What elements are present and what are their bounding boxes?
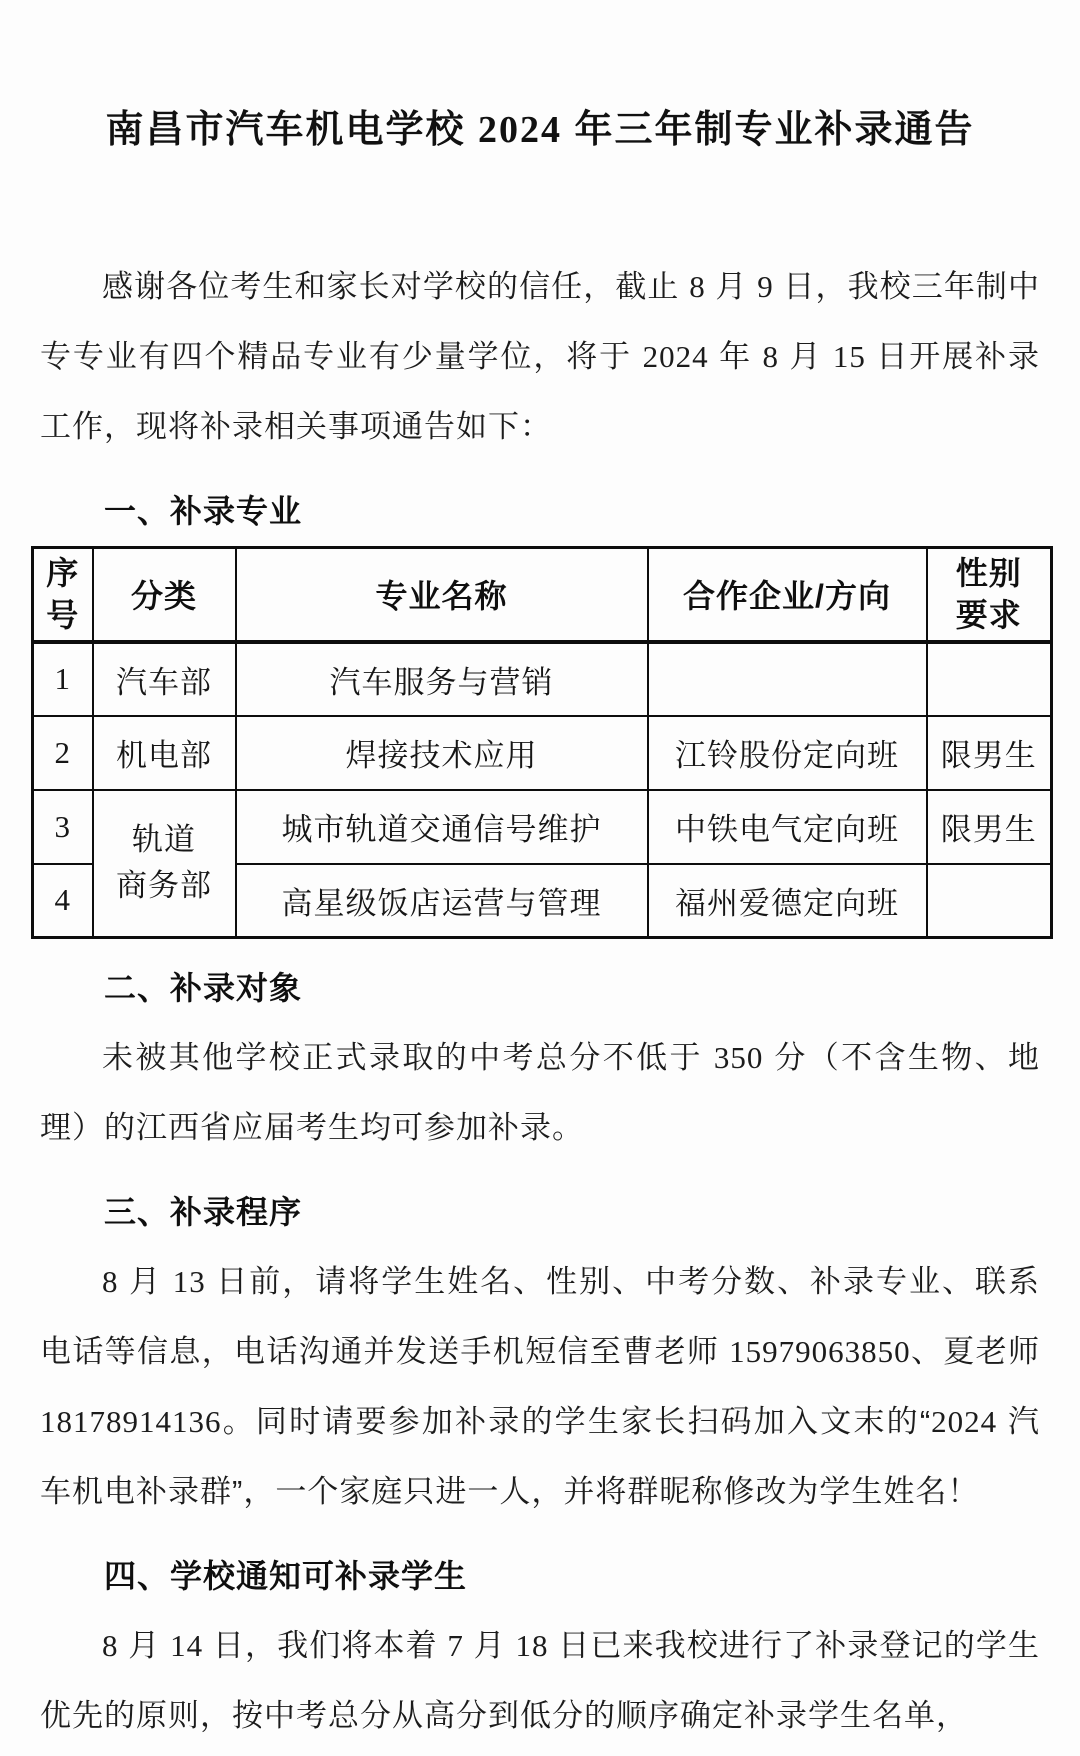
targets-paragraph: 未被其他学校正式录取的中考总分不低于 350 分（不含生物、地理）的江西省应届考生均可参加补录。 <box>40 1040 1040 1145</box>
section-heading-recruit-majors: 一、补录专业 <box>104 493 303 529</box>
cell-partner <box>648 642 927 716</box>
col-header-partner: 合作企业/方向 <box>648 548 927 642</box>
cell-partner: 江铃股份定向班 <box>648 716 927 790</box>
cell-no: 3 <box>33 790 93 864</box>
page-title: 南昌市汽车机电学校 2024 年三年制专业补录通告 <box>105 109 975 151</box>
table-header-row <box>33 548 1052 642</box>
cell-partner: 福州爱德定向班 <box>648 864 927 938</box>
cell-dept: 汽车部 <box>93 642 236 716</box>
col-header-dept: 分类 <box>93 548 236 642</box>
cell-dept: 机电部 <box>93 716 236 790</box>
col-header-major: 专业名称 <box>236 548 648 642</box>
section-heading-recruit-targets: 二、补录对象 <box>104 970 303 1006</box>
intro-paragraph: 感谢各位考生和家长对学校的信任，截止 8 月 9 日，我校三年制中专专业有四个精品专业有少量学位，将于 2024 年 8 月 15 日开展补录工作，现将补录相关事项通告如下： <box>40 269 1040 444</box>
table-row <box>33 790 1052 864</box>
cell-gender <box>927 642 1052 716</box>
cell-no: 4 <box>33 864 93 938</box>
cell-gender <box>927 864 1052 938</box>
cell-gender: 限男生 <box>927 716 1052 790</box>
col-header-no: 序 号 <box>33 548 93 642</box>
cell-partner: 中铁电气定向班 <box>648 790 927 864</box>
cell-dept-merged: 轨道 商务部 <box>93 790 236 938</box>
table-row <box>33 642 1052 716</box>
section-heading-school-notice: 四、学校通知可补录学生 <box>104 1558 468 1594</box>
cell-no: 1 <box>33 642 93 716</box>
section-heading-recruit-procedure: 三、补录程序 <box>104 1194 303 1230</box>
notice-paragraph: 8 月 14 日，我们将本着 7 月 18 日已来我校进行了补录登记的学生优先的原则，按中考总分从高分到低分的顺序确定补录学生名单， <box>40 1628 1040 1733</box>
col-header-gender: 性别 要求 <box>927 548 1052 642</box>
cell-major: 焊接技术应用 <box>236 716 648 790</box>
cell-gender: 限男生 <box>927 790 1052 864</box>
cell-major: 汽车服务与营销 <box>236 642 648 716</box>
cell-no: 2 <box>33 716 93 790</box>
procedure-paragraph: 8 月 13 日前，请将学生姓名、性别、中考分数、补录专业、联系电话等信息，电话沟通并发送手机短信至曹老师 15979063850、夏老师 18178914136。同时请要参加补录的学生家长扫码加入文末的“2024 汽车机电补录群”，一个家庭只进一人，并将群昵称修改为学生姓名！ <box>40 1264 1040 1509</box>
cell-major: 城市轨道交通信号维护 <box>236 790 648 864</box>
cell-major: 高星级饭店运营与管理 <box>236 864 648 938</box>
majors-table <box>31 546 1053 939</box>
table-row <box>33 716 1052 790</box>
